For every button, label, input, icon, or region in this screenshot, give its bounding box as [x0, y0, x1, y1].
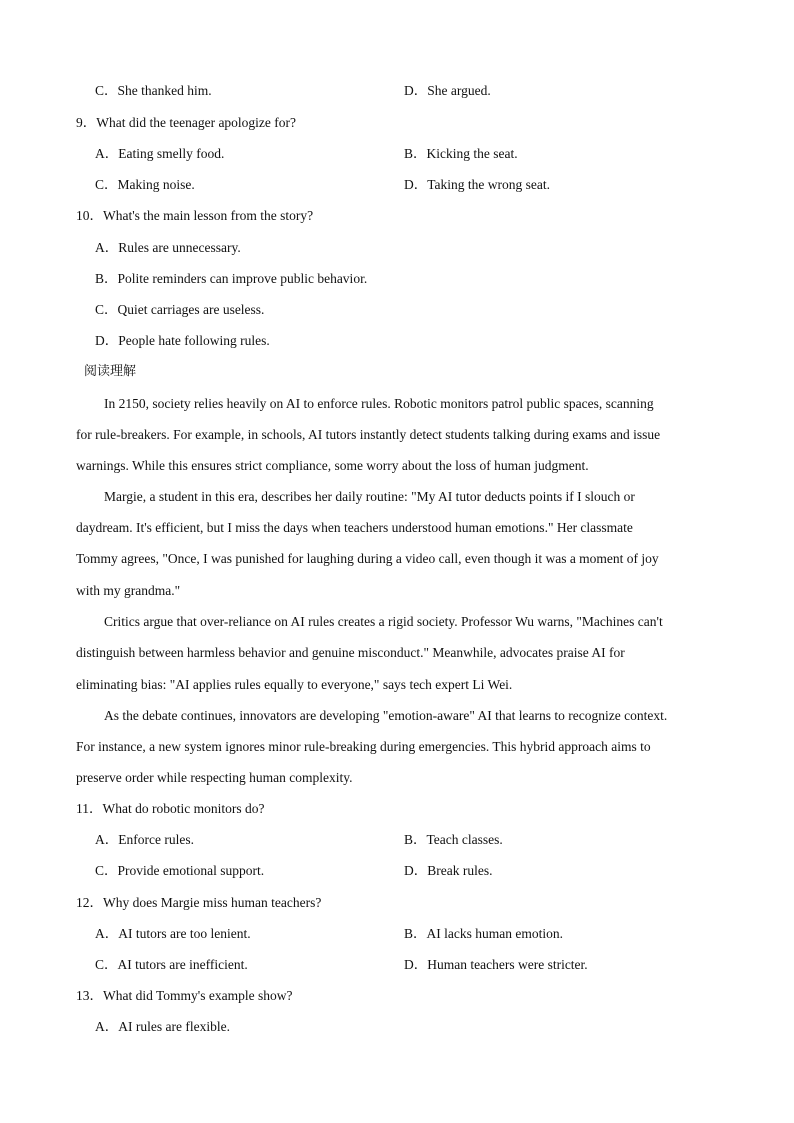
passage-p2-line1: Margie, a student in this era, describes her daily routine: "My AI tutor deducts points if I slouch or — [104, 489, 635, 504]
q12-option-d: D．Human teachers were stricter. — [404, 957, 588, 972]
q12-option-b: B．AI lacks human emotion. — [404, 926, 563, 941]
q13-option-a: A．AI rules are flexible. — [95, 1019, 230, 1034]
passage-p4-line3: preserve order while respecting human complexity. — [76, 770, 353, 785]
passage-p2-line2: daydream. It's efficient, but I miss the days when teachers understood human emotions." Her classmate — [76, 520, 633, 535]
q12-option-a: A．AI tutors are too lenient. — [95, 926, 251, 941]
passage-p1-line1: In 2150, society relies heavily on AI to enforce rules. Robotic monitors patrol public spaces, scanning — [104, 396, 654, 411]
q8-option-c: C．She thanked him. — [95, 83, 212, 98]
q13-stem: 13．What did Tommy's example show? — [76, 988, 293, 1003]
q9-option-c: C．Making noise. — [95, 177, 195, 192]
passage-p1-line3: warnings. While this ensures strict compliance, some worry about the loss of human judgment. — [76, 458, 589, 473]
q10-option-a: A．Rules are unnecessary. — [95, 240, 241, 255]
q10-option-c: C．Quiet carriages are useless. — [95, 302, 265, 317]
passage-p3-line3: eliminating bias: "AI applies rules equally to everyone," says tech expert Li Wei. — [76, 677, 513, 692]
q9-option-a: A．Eating smelly food. — [95, 146, 225, 161]
passage-p3-line1: Critics argue that over-reliance on AI rules creates a rigid society. Professor Wu warns, "Machines can't — [104, 614, 663, 629]
q9-stem: 9．What did the teenager apologize for? — [76, 115, 297, 130]
section-title-reading: 阅读理解 — [84, 364, 137, 379]
q8-option-d: D．She argued. — [404, 83, 491, 98]
q11-option-c: C．Provide emotional support. — [95, 863, 265, 878]
q12-stem: 12．Why does Margie miss human teachers? — [76, 895, 322, 910]
q11-stem: 11．What do robotic monitors do? — [76, 801, 265, 816]
passage-p1-line2: for rule-breakers. For example, in schools, AI tutors instantly detect students talking during exams and issue — [76, 427, 661, 442]
q9-option-b: B．Kicking the seat. — [404, 146, 518, 161]
passage-p3-line2: distinguish between harmless behavior and genuine misconduct." Meanwhile, advocates praise AI for — [76, 645, 625, 660]
q11-option-b: B．Teach classes. — [404, 832, 503, 847]
q11-option-d: D．Break rules. — [404, 863, 493, 878]
passage-p2-line4: with my grandma." — [76, 583, 181, 598]
q12-option-c: C．AI tutors are inefficient. — [95, 957, 248, 972]
passage-p2-line3: Tommy agrees, "Once, I was punished for laughing during a video call, even though it was a moment of joy — [76, 551, 659, 566]
passage-p4-line2: For instance, a new system ignores minor rule-breaking during emergencies. This hybrid approach aims to — [76, 739, 651, 754]
q10-option-d: D．People hate following rules. — [95, 333, 270, 348]
q10-option-b: B．Polite reminders can improve public behavior. — [95, 271, 368, 286]
passage-p4-line1: As the debate continues, innovators are developing "emotion-aware" AI that learns to recognize context. — [104, 708, 668, 723]
q9-option-d: D．Taking the wrong seat. — [404, 177, 551, 192]
q10-stem: 10．What's the main lesson from the story? — [76, 208, 314, 223]
q11-option-a: A．Enforce rules. — [95, 832, 194, 847]
